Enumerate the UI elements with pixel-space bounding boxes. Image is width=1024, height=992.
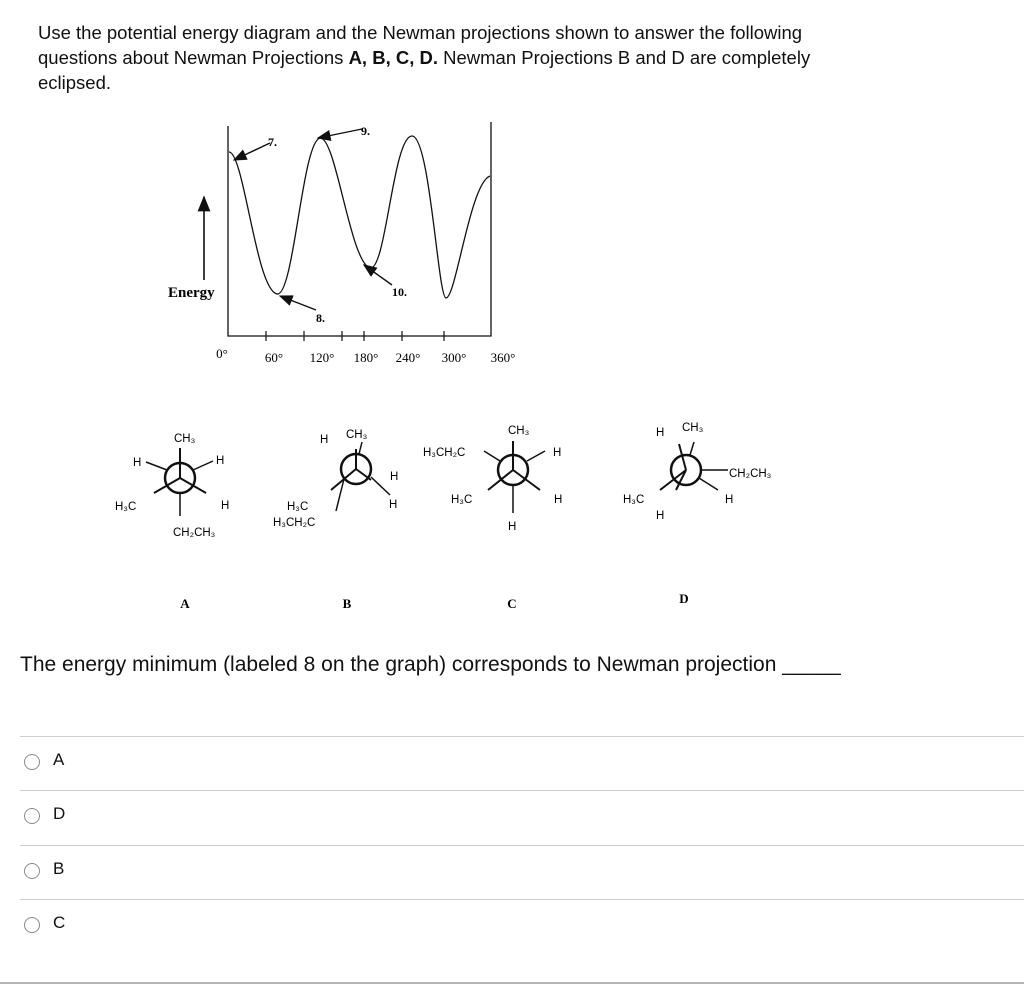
- energy-axis-label: Energy: [168, 285, 215, 301]
- svg-text:H₃C: H₃C: [115, 501, 137, 513]
- svg-text:H: H: [389, 499, 398, 511]
- energy-curve: [229, 136, 490, 298]
- svg-text:H: H: [390, 471, 399, 483]
- svg-text:H: H: [216, 455, 225, 467]
- svg-text:H₃CH₂C: H₃CH₂C: [423, 447, 466, 459]
- option-divider: [20, 845, 1024, 846]
- intro-text-2: Newman Projections B and D are completely eclipsed.: [38, 47, 811, 93]
- answer-blank: _____: [782, 653, 841, 676]
- svg-text:CH₃: CH₃: [174, 433, 196, 445]
- intro-text-1: Use the potential energy diagram and the Newman projections shown to answer the following questions about Newman Projections: [38, 22, 803, 68]
- svg-text:CH₂CH₃: CH₂CH₃: [173, 527, 216, 539]
- projection-label-b: B: [342, 596, 352, 611]
- answer-option-b[interactable]: [0, 845, 1024, 899]
- x-tick-300: 300°: [441, 350, 467, 365]
- answer-option-d[interactable]: [0, 790, 1024, 844]
- svg-text:H: H: [553, 447, 562, 459]
- newman-projection-d: [623, 422, 772, 522]
- option-divider: [20, 790, 1024, 791]
- svg-text:H₃C: H₃C: [623, 494, 645, 506]
- option-label[interactable]: C: [53, 913, 66, 932]
- svg-text:H: H: [221, 500, 230, 512]
- newman-projection-c: [423, 425, 562, 533]
- newman-projection-a: [115, 433, 229, 539]
- radio-button[interactable]: [24, 917, 40, 933]
- svg-text:H: H: [656, 427, 665, 439]
- point-7-label: 7.: [268, 135, 277, 149]
- svg-text:H: H: [508, 521, 517, 533]
- point-9-label: 9.: [361, 124, 370, 138]
- point-10-label: 10.: [392, 285, 407, 299]
- svg-text:H: H: [320, 434, 329, 446]
- projection-label-d: D: [679, 591, 689, 606]
- point-7-arrow: [234, 143, 270, 160]
- question-text: The energy minimum (labeled 8 on the graph) corresponds to Newman projection: [20, 653, 777, 676]
- bottom-divider: [0, 982, 1024, 984]
- svg-text:CH₃: CH₃: [508, 425, 530, 437]
- option-label[interactable]: B: [53, 859, 65, 878]
- option-divider: [20, 899, 1024, 900]
- x-tick-360: 360°: [490, 350, 516, 365]
- option-label[interactable]: D: [53, 804, 66, 823]
- question-prompt: [20, 653, 841, 677]
- projection-label-a: A: [180, 596, 190, 611]
- svg-text:CH₂CH₃: CH₂CH₃: [729, 468, 772, 480]
- x-tick-180: 180°: [353, 350, 379, 365]
- svg-text:H₃C: H₃C: [451, 494, 473, 506]
- intro-bold-letters: A, B, C, D.: [348, 47, 438, 68]
- answer-option-a[interactable]: [0, 736, 1024, 790]
- x-tick-60: 60°: [264, 350, 284, 365]
- svg-text:H: H: [725, 494, 734, 506]
- svg-text:H: H: [554, 494, 563, 506]
- newman-projection-b: [273, 429, 398, 529]
- point-8-label: 8.: [316, 311, 325, 325]
- svg-text:H: H: [133, 457, 142, 469]
- plot-frame: [228, 122, 491, 336]
- radio-button[interactable]: [24, 754, 40, 770]
- svg-text:CH₃: CH₃: [346, 429, 368, 441]
- radio-button[interactable]: [24, 808, 40, 824]
- x-tick-0: 0°: [216, 346, 228, 361]
- answer-option-c[interactable]: [0, 899, 1024, 953]
- radio-button[interactable]: [24, 863, 40, 879]
- point-8-arrow: [280, 296, 316, 310]
- x-tick-240: 240°: [395, 350, 421, 365]
- x-tick-120: 120°: [309, 350, 335, 365]
- option-divider: [20, 736, 1024, 737]
- point-9-arrow: [318, 129, 362, 138]
- point-10-arrow: [364, 265, 392, 285]
- svg-text:CH₃: CH₃: [682, 422, 704, 434]
- projection-label-c: C: [507, 596, 517, 611]
- svg-text:H: H: [656, 510, 665, 522]
- svg-text:H₃C: H₃C: [287, 501, 309, 513]
- option-label[interactable]: A: [53, 750, 65, 769]
- svg-text:H₃CH₂C: H₃CH₂C: [273, 517, 316, 529]
